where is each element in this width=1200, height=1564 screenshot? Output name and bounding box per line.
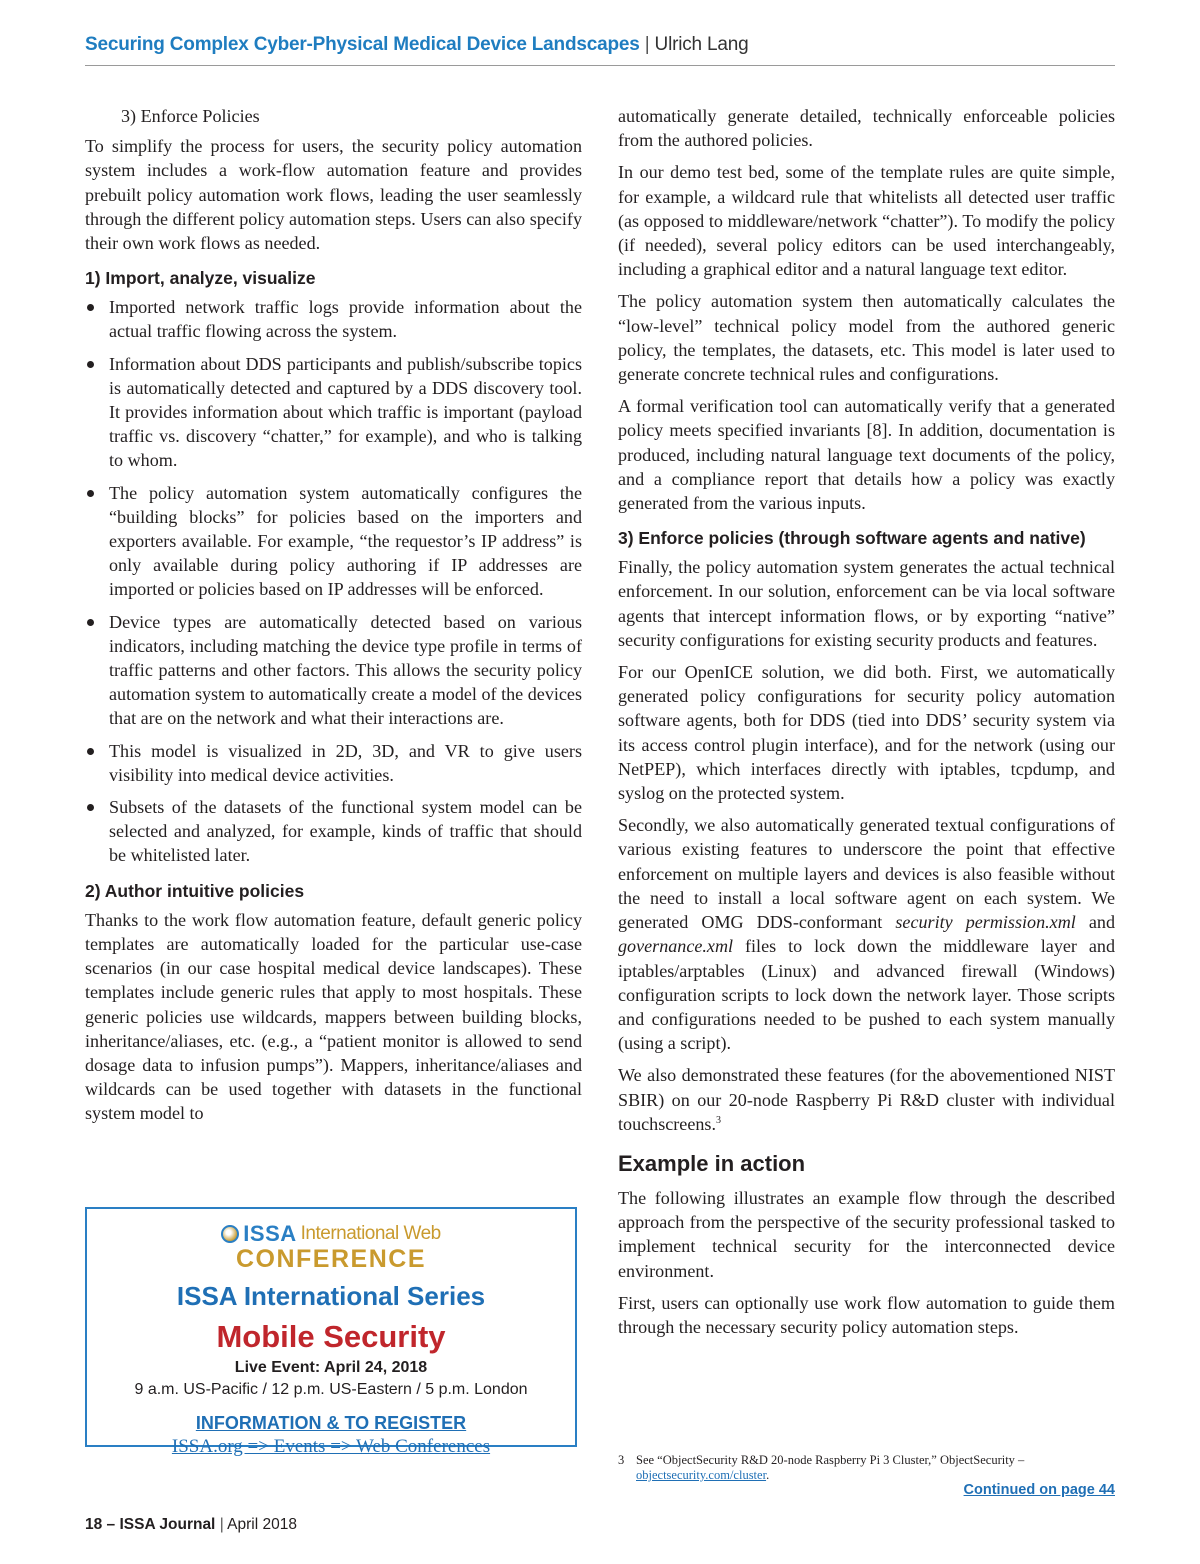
bullet-icon <box>87 619 94 626</box>
paragraph: The policy automation system then automatically calculates the “low-level” technical policy model from the authored generic policy, the templates, the datasets, etc. This model is later used to generate concrete technical rules and configurations. <box>618 291 1115 385</box>
ad-times: 9 a.m. US-Pacific / 12 p.m. US-Eastern / 5 p.m. London <box>134 1381 528 1398</box>
article-author: Ulrich Lang <box>654 34 749 55</box>
list-item-text: Information about DDS participants and publish/subscribe topics is automatically detected and captured by a DDS discovery tool. It provides information about which traffic is important (payload traffic vs. discovery “chatter,” for example), and who is talking to whom. <box>109 353 582 471</box>
text-run: files to lock down the middleware layer and iptables/arptables (Linux) and advanced firewall (Windows) configuration scripts to lock down the network layer. Those scripts and configurations needed to be pushed to each system manually (using a script). <box>618 936 1115 1054</box>
register-link[interactable]: INFORMATION & TO REGISTER <box>195 1413 467 1433</box>
header-rule <box>85 65 1115 66</box>
globe-icon <box>221 1225 239 1243</box>
paragraph: Finally, the policy automation system generates the actual technical enforcement. In our solution, enforcement can be via local software agents that intercept information flows, or by exporting “native” security configurations for existing security products and features. <box>618 557 1115 650</box>
logo-conference: CONFERENCE <box>235 1245 426 1273</box>
conference-ad[interactable] <box>85 1207 577 1457</box>
bullet-icon <box>87 490 94 497</box>
paragraph: For our OpenICE solution, we did both. First, we automatically generated policy configurations for security policy automation software agents, both for DDS (tied into DDS’ security system via its access control plugin interface), and for the network (using our NetPEP), which interfaces directly with iptables, tcpdump, and syslog on the protected system. <box>618 662 1115 804</box>
page-label: 18 – ISSA Journal <box>85 1516 216 1533</box>
paragraph: The following illustrates an example flow through the described approach from the perspective of the security professional tasked to implement technical security for the interconnected device environment. <box>618 1187 1115 1281</box>
list-item-text: The policy automation system automatically configures the “building blocks” for policies based on the importers and exporters available. For example, “the requestor’s IP address” is only available during policy authoring if IP addresses are imported or policies based on IP addresses will be enforced. <box>109 482 582 600</box>
section-heading-author: 2) Author intuitive policies <box>85 880 305 901</box>
footnote-link[interactable]: objectsecurity.com/cluster <box>636 1468 767 1482</box>
footnote <box>618 1453 1115 1483</box>
list-item <box>85 739 582 787</box>
filename-security-permission: security permission.xml <box>895 912 1076 933</box>
bullet-icon <box>87 361 94 368</box>
list-item <box>85 352 582 473</box>
ad-series-title: ISSA International Series <box>176 1281 486 1311</box>
section-heading-example: Example in action <box>618 1150 806 1176</box>
issue-date: April 2018 <box>227 1516 297 1533</box>
footnote-ref[interactable]: 3 <box>715 1114 721 1126</box>
running-header <box>85 34 1115 56</box>
bullet-icon <box>87 304 94 311</box>
bullet-icon <box>87 748 94 755</box>
paragraph <box>618 1063 1115 1136</box>
footnote-end: . <box>766 1468 770 1482</box>
conference-logo <box>87 1221 575 1247</box>
list-item <box>85 795 582 868</box>
paragraph <box>618 813 1115 1055</box>
list-item-text: Device types are automatically detected based on various indicators, including matching the device type profile in terms of traffic patterns and other factors. This allows the security policy automation system to automatically create a model of the devices that are on the network and what their interactions are. <box>109 611 582 729</box>
web-conferences-link[interactable]: ISSA.org => Events => Web Conferences <box>171 1436 491 1457</box>
numbered-item: 3) Enforce Policies <box>121 106 260 126</box>
list-item-text: This model is visualized in 2D, 3D, and VR to give users visibility into medical device activities. <box>109 740 582 785</box>
list-item <box>85 481 582 602</box>
paragraph: First, users can optionally use work flow automation to guide them through the necessary security policy automation steps. <box>618 1292 1115 1337</box>
list-item <box>85 295 582 343</box>
logo-issa: ISSA <box>243 1221 297 1246</box>
footnote-number: 3 <box>618 1453 625 1467</box>
author-policies-paragraph: Thanks to the work flow automation feature, default generic policy templates are automatically loaded for the particular use-case scenarios (in our case hospital medical device landscapes). These templates include generic rules that apply to most hospitals. These generic policies use wildcards, mappers between building blocks, inheritance/aliases, etc. (e.g., a “patient monitor is allowed to send dosage data to infusion pumps”). Mappers, inheritance/aliases and wildcards can be used together with datasets in the functional system model to <box>85 909 582 1124</box>
page-footer <box>85 1516 297 1534</box>
bullet-icon <box>87 804 94 811</box>
logo-international-web: International Web <box>300 1223 441 1244</box>
list-item <box>85 610 582 731</box>
ad-live-event: Live Event: April 24, 2018 <box>234 1359 428 1376</box>
paragraph: automatically generate detailed, technically enforceable policies from the authored policies. <box>618 106 1115 151</box>
footnote-text: See “ObjectSecurity R&D 20-node Raspberry Pi 3 Cluster,” ObjectSecurity – <box>636 1453 1025 1467</box>
filename-governance: governance.xml <box>618 936 734 957</box>
list-item-text: Subsets of the datasets of the functional system model can be selected and analyzed, for example, kinds of traffic that should be whitelisted later. <box>109 797 582 866</box>
text-run: We also demonstrated these features (for the abovementioned NIST SBIR) on our 20-node Raspberry Pi R&D cluster with individual touchscreens. <box>618 1065 1115 1134</box>
list-item-text: Imported network traffic logs provide information about the actual traffic flowing across the system. <box>109 297 582 342</box>
footnote-text-block <box>618 1453 1115 1483</box>
footer-separator: | <box>219 1516 224 1533</box>
ad-topic: Mobile Security <box>216 1319 446 1354</box>
continued-link[interactable]: Continued on page 44 <box>963 1482 1115 1498</box>
text-run: Secondly, we also automatically generated textual configurations of various existing features to underscore the point that effective enforcement on multiple layers and devices is also feasible without the need to install a local software agent on each system. We generated OMG DDS-conformant <box>618 815 1115 933</box>
bullet-list <box>85 295 582 867</box>
paragraph: A formal verification tool can automatically verify that a generated policy meets specified invariants [8]. In addition, documentation is produced, including natural language text documents of the policy, and a compliance report that details how a policy was exactly generated from the various inputs. <box>618 396 1115 514</box>
article-title: Securing Complex Cyber-Physical Medical Device Landscapes <box>85 34 640 55</box>
section-heading-enforce: 3) Enforce policies (through software agents and native) <box>618 528 1086 549</box>
header-separator: | <box>644 34 650 55</box>
left-column <box>85 104 582 1134</box>
section-heading-import: 1) Import, analyze, visualize <box>85 268 316 289</box>
intro-paragraph: To simplify the process for users, the security policy automation system includes a work-flow automation feature and provides prebuilt policy automation work flows, leading the user seamlessly through the different policy automation steps. Users can also specify their own work flows as needed. <box>85 136 582 254</box>
right-column <box>618 104 1115 1347</box>
text-run: and <box>1075 912 1115 933</box>
paragraph: In our demo test bed, some of the template rules are quite simple, for example, a wildcard rule that whitelists all detected user traffic (as opposed to middleware/network “chatter”). To modify the policy (if needed), several policy editors can be used interchangeably, including a graphical editor and a natural language text editor. <box>618 162 1115 280</box>
